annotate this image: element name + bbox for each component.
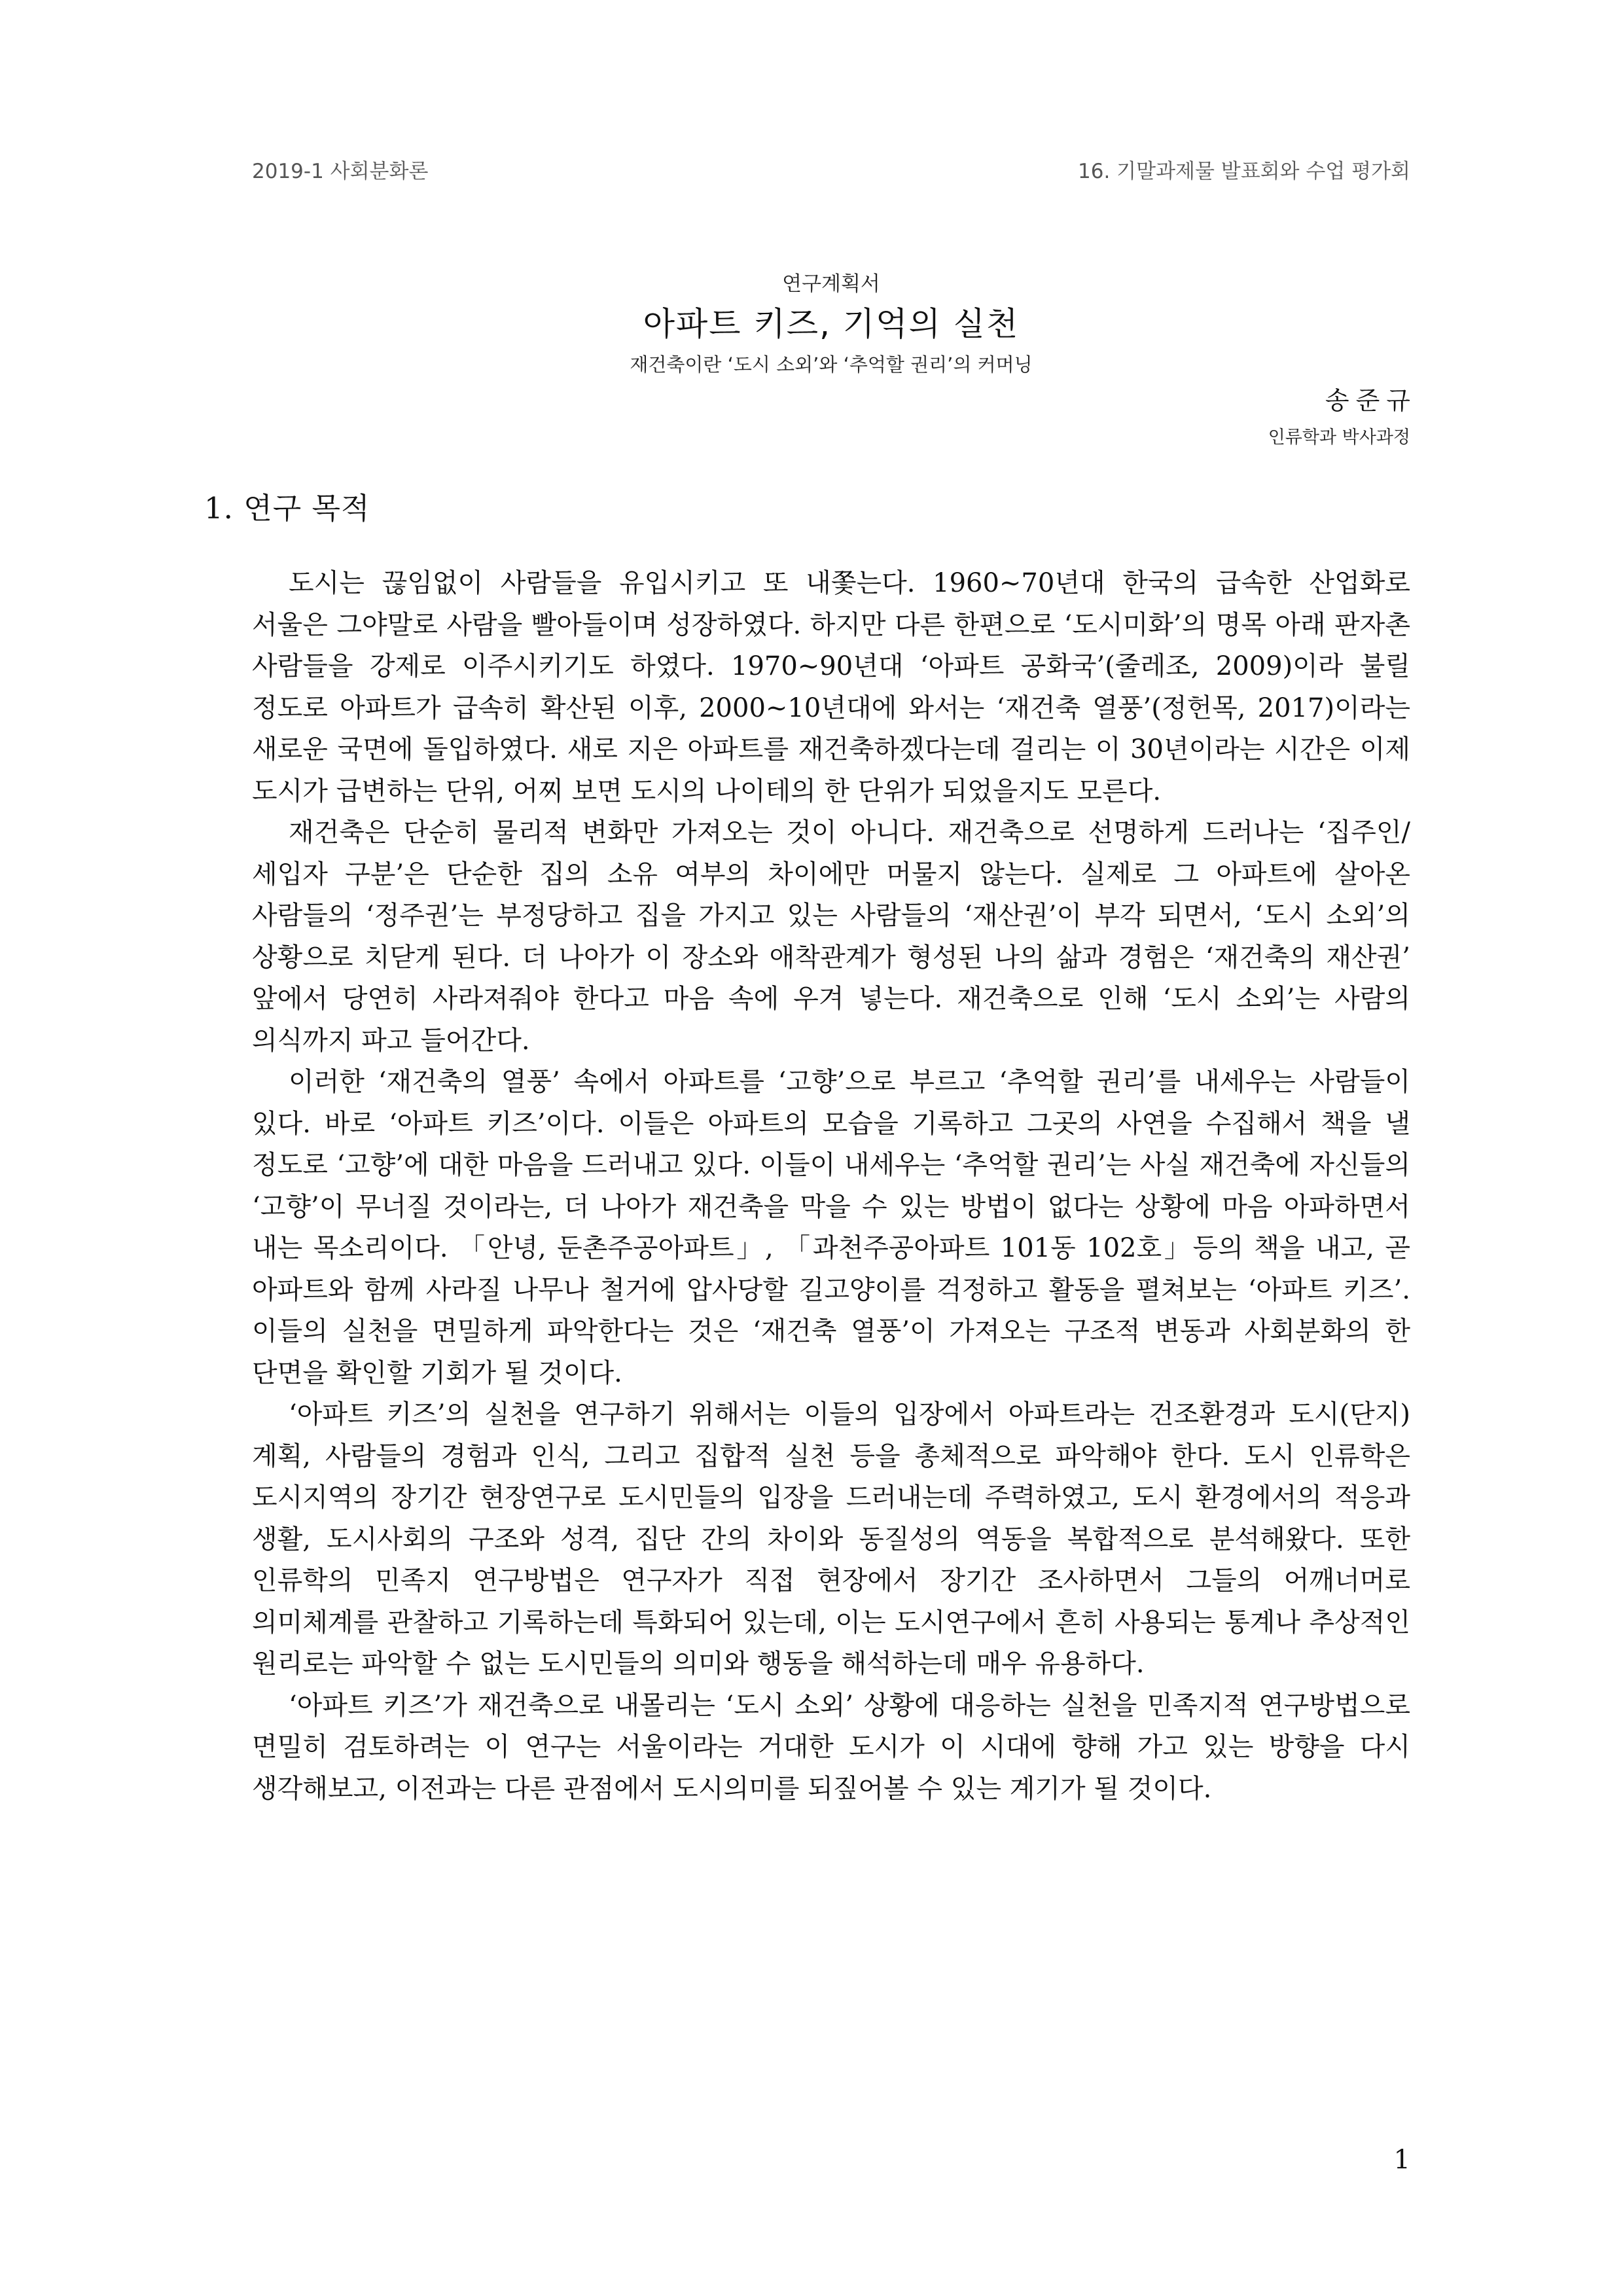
- document-type: 연구계획서: [782, 272, 880, 296]
- author-name: 송준규: [1325, 386, 1417, 415]
- paragraph: ‘아파트 키즈’가 재건축으로 내몰리는 ‘도시 소외’ 상황에 대응하는 실천을 민족지적 연구방법으로 면밀히 검토하려는 이 연구는 서울이라는 거대한 도시가 이 시대에 향해 가고 있는 방향을 다시 생각해보고, 이전과는 다른 관점에서 도시의미를 되짚어볼 수 있는 계기가 될 것이다.: [252, 1690, 1410, 1804]
- section-heading: 1. 연구 목적: [204, 491, 370, 526]
- running-header: [252, 154, 1410, 194]
- paragraph: 재건축은 단순히 물리적 변화만 가져오는 것이 아니다. 재건축으로 선명하게 드러나는 ‘집주인/세입자 구분’은 단순한 집의 소유 여부의 차이에만 머물지 않는다. 실제로 그 아파트에 살아온 사람들의 ‘정주권’는 부정당하고 집을 가지고 있는 사람들의 ‘재산권’이 부각 되면서, ‘도시 소외’의 상황으로 치닫게 된다. 더 나아가 이 장소와 애착관계가 형성된 나의 삶과 경험은 ‘재건축의 재산권’ 앞에서 당연히 사라져줘야 한다고 마음 속에 우겨 넣는다. 재건축으로 인해 ‘도시 소외’는 사람의 의식까지 파고 들어간다.: [252, 817, 1410, 1056]
- header-course-label: 2019-1 사회분화론: [252, 160, 429, 183]
- paragraph: 도시는 끊임없이 사람들을 유입시키고 또 내쫓는다. 1960~70년대 한국의 급속한 산업화로 서울은 그야말로 사람을 빨아들이며 성장하였다. 하지만 다른 한편으로 ‘도시미화’의 명목 아래 판자촌 사람들을 강제로 이주시키기도 하였다. 1970~90년대 ‘아파트 공화국’(줄레조, 2009)이라 불릴 정도로 아파트가 급속히 확산된 이후, 2000~10년대에 와서는 ‘재건축 열풍’(정헌목, 2017)이라는 새로운 국면에 돌입하였다. 새로 지은 아파트를 재건축하겠다는데 걸리는 이 30년이라는 시간은 이제 도시가 급변하는 단위, 어찌 보면 도시의 나이테의 한 단위가 되었을지도 모른다.: [252, 568, 1410, 806]
- document-subtitle: 재건축이란 ‘도시 소외’와 ‘추억할 권리’의 커머닝: [630, 353, 1033, 376]
- document-title: 아파트 키즈, 기억의 실천: [643, 305, 1020, 343]
- author-affiliation: 인류학과 박사과정: [1268, 427, 1410, 448]
- paragraph: ‘아파트 키즈’의 실천을 연구하기 위해서는 이들의 입장에서 아파트라는 건조환경과 도시(단지)계획, 사람들의 경험과 인식, 그리고 집합적 실천 등을 총체적으로 파악해야 한다. 도시 인류학은 도시지역의 장기간 현장연구로 도시민들의 입장을 드러내는데 주력하였고, 도시 환경에서의 적응과 생활, 도시사회의 구조와 성격, 집단 간의 차이와 동질성의 역동을 복합적으로 분석해왔다. 또한 인류학의 민족지 연구방법은 연구자가 직접 현장에서 장기간 조사하면서 그들의 어깨너머로 의미체계를 관찰하고 기록하는데 특화되어 있는데, 이는 도시연구에서 흔히 사용되는 통계나 추상적인 원리로는 파악할 수 없는 도시민들의 의미와 행동을 해석하는데 매우 유용하다.: [252, 1399, 1410, 1679]
- page-number: 1: [1393, 2145, 1410, 2175]
- body-text: [252, 563, 1410, 1810]
- header-session-label: 16. 기말과제물 발표회와 수업 평가회: [1078, 160, 1410, 183]
- title-block: [252, 268, 1410, 381]
- paragraph: 이러한 ‘재건축의 열풍’ 속에서 아파트를 ‘고향’으로 부르고 ‘추억할 권리’를 내세우는 사람들이 있다. 바로 ‘아파트 키즈’이다. 이들은 아파트의 모습을 기록하고 그곳의 사연을 수집해서 책을 낼 정도로 ‘고향’에 대한 마음을 드러내고 있다. 이들이 내세우는 ‘추억할 권리’는 사실 재건축에 자신들의 ‘고향’이 무너질 것이라는, 더 나아가 재건축을 막을 수 있는 방법이 없다는 상황에 마음 아파하면서 내는 목소리이다. 「안녕, 둔촌주공아파트」, 「과천주공아파트 101동 102호」등의 책을 내고, 곧 아파트와 함께 사라질 나무나 철거에 압사당할 길고양이를 걱정하고 활동을 펼쳐보는 ‘아파트 키즈’. 이들의 실천을 면밀하게 파악한다는 것은 ‘재건축 열풍’이 가져오는 구조적 변동과 사회분화의 한 단면을 확인할 기회가 될 것이다.: [252, 1067, 1410, 1388]
- author-block: [252, 380, 1417, 454]
